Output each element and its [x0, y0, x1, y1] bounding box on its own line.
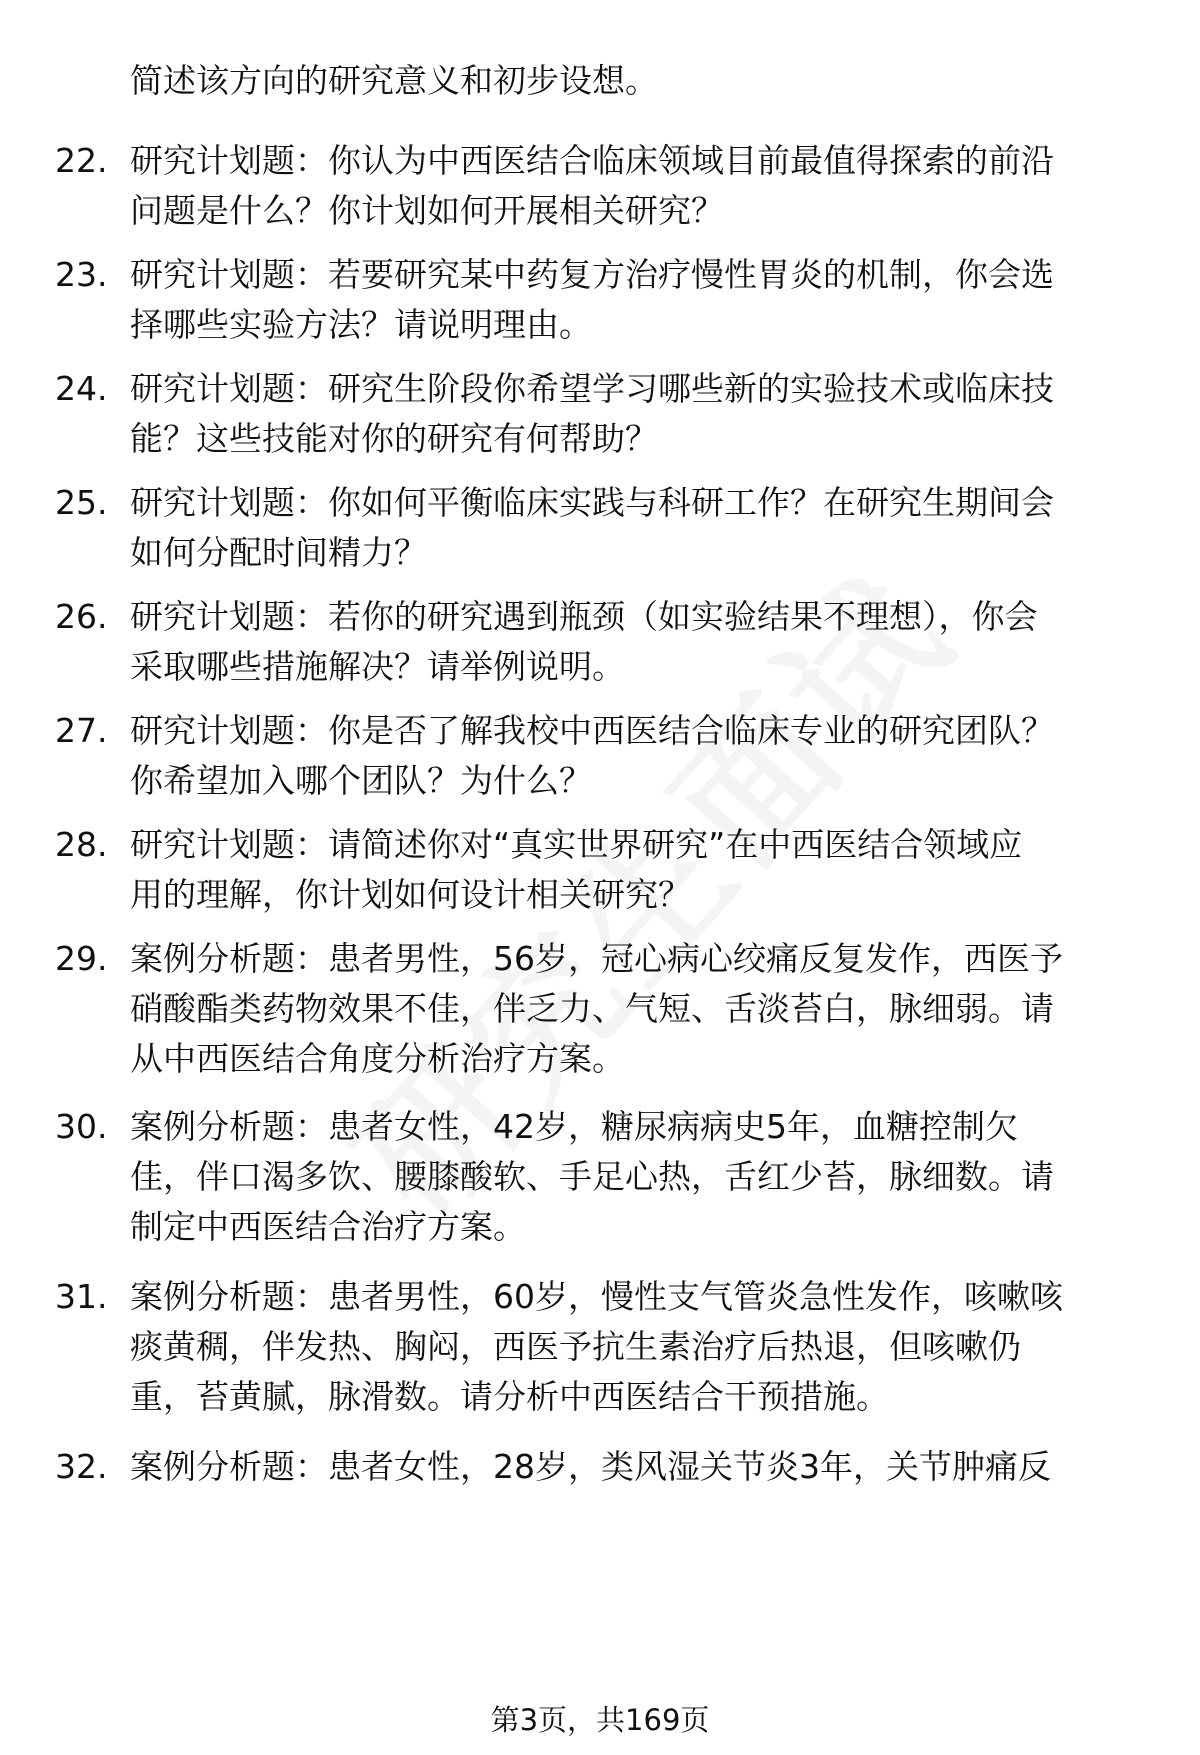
- item-line: 问题是什么？你计划如何开展相关研究？: [130, 191, 724, 230]
- item-number: 26.: [55, 597, 108, 636]
- item-line: 用的理解，你计划如何设计相关研究？: [130, 875, 691, 914]
- item-line: 研究计划题：若要研究某中药复方治疗慢性胃炎的机制，你会选: [130, 255, 1054, 294]
- item-line: 案例分析题：患者男性，60岁，慢性支气管炎急性发作，咳嗽咳: [130, 1277, 1063, 1316]
- item-line: 采取哪些措施解决？请举例说明。: [130, 647, 625, 686]
- item-number: 23.: [55, 255, 108, 294]
- item-text: [130, 592, 1150, 692]
- item-text: [130, 250, 1150, 350]
- item-number: 29.: [55, 939, 108, 978]
- item-line: 佳，伴口渴多饮、腰膝酸软、手足心热，舌红少苔，脉细数。请: [130, 1157, 1054, 1196]
- item-text: [130, 706, 1150, 806]
- page-number-footer: 第3页，共169页: [490, 1703, 710, 1737]
- item-line: 案例分析题：患者男性，56岁，冠心病心绞痛反复发作，西医予: [130, 939, 1063, 978]
- item-number: 31.: [55, 1277, 108, 1316]
- item-text: [130, 934, 1150, 1084]
- item-number: 25.: [55, 483, 108, 522]
- item-number: 27.: [55, 711, 108, 750]
- item-text: [130, 1102, 1150, 1252]
- item-line: 研究计划题：你如何平衡临床实践与科研工作？在研究生期间会: [130, 483, 1054, 522]
- item-text: [130, 1442, 1150, 1492]
- item-text: [130, 820, 1150, 920]
- item-line: 从中西医结合角度分析治疗方案。: [130, 1039, 625, 1078]
- item-line: 案例分析题：患者女性，42岁，糖尿病病史5年，血糖控制欠: [130, 1107, 1018, 1146]
- item-line: 如何分配时间精力？: [130, 533, 427, 572]
- item-text: [130, 364, 1150, 464]
- continuation-text: 简述该方向的研究意义和初步设想。: [130, 61, 658, 100]
- item-text: [130, 1272, 1150, 1422]
- item-line: 研究计划题：若你的研究遇到瓶颈（如实验结果不理想），你会: [130, 597, 1038, 636]
- item-number: 28.: [55, 825, 108, 864]
- item-line: 择哪些实验方法？请说明理由。: [130, 305, 592, 344]
- item-line: 能？这些技能对你的研究有何帮助？: [130, 419, 658, 458]
- item-number: 24.: [55, 369, 108, 408]
- item-line: 研究计划题：你认为中西医结合临床领域目前最值得探索的前沿: [130, 141, 1054, 180]
- item-line: 研究计划题：研究生阶段你希望学习哪些新的实验技术或临床技: [130, 369, 1054, 408]
- item-line: 硝酸酯类药物效果不佳，伴乏力、气短、舌淡苔白，脉细弱。请: [130, 989, 1054, 1028]
- item-line: 研究计划题：你是否了解我校中西医结合临床专业的研究团队？: [130, 711, 1054, 750]
- item-line: 研究计划题：请简述你对“真实世界研究”在中西医结合领域应: [130, 825, 1023, 864]
- item-line: 痰黄稠，伴发热、胸闷，西医予抗生素治疗后热退，但咳嗽仍: [130, 1327, 1021, 1366]
- item-line: 重，苔黄腻，脉滑数。请分析中西医结合干预措施。: [130, 1377, 889, 1416]
- item-number: 32.: [55, 1447, 108, 1486]
- item-number: 30.: [55, 1107, 108, 1146]
- item-number: 22.: [55, 141, 108, 180]
- item-text: [130, 136, 1150, 236]
- item-line: 案例分析题：患者女性，28岁，类风湿关节炎3年，关节肿痛反: [130, 1447, 1051, 1486]
- item-text: [130, 478, 1150, 578]
- item-line: 制定中西医结合治疗方案。: [130, 1207, 526, 1246]
- item-line: 你希望加入哪个团队？为什么？: [130, 761, 592, 800]
